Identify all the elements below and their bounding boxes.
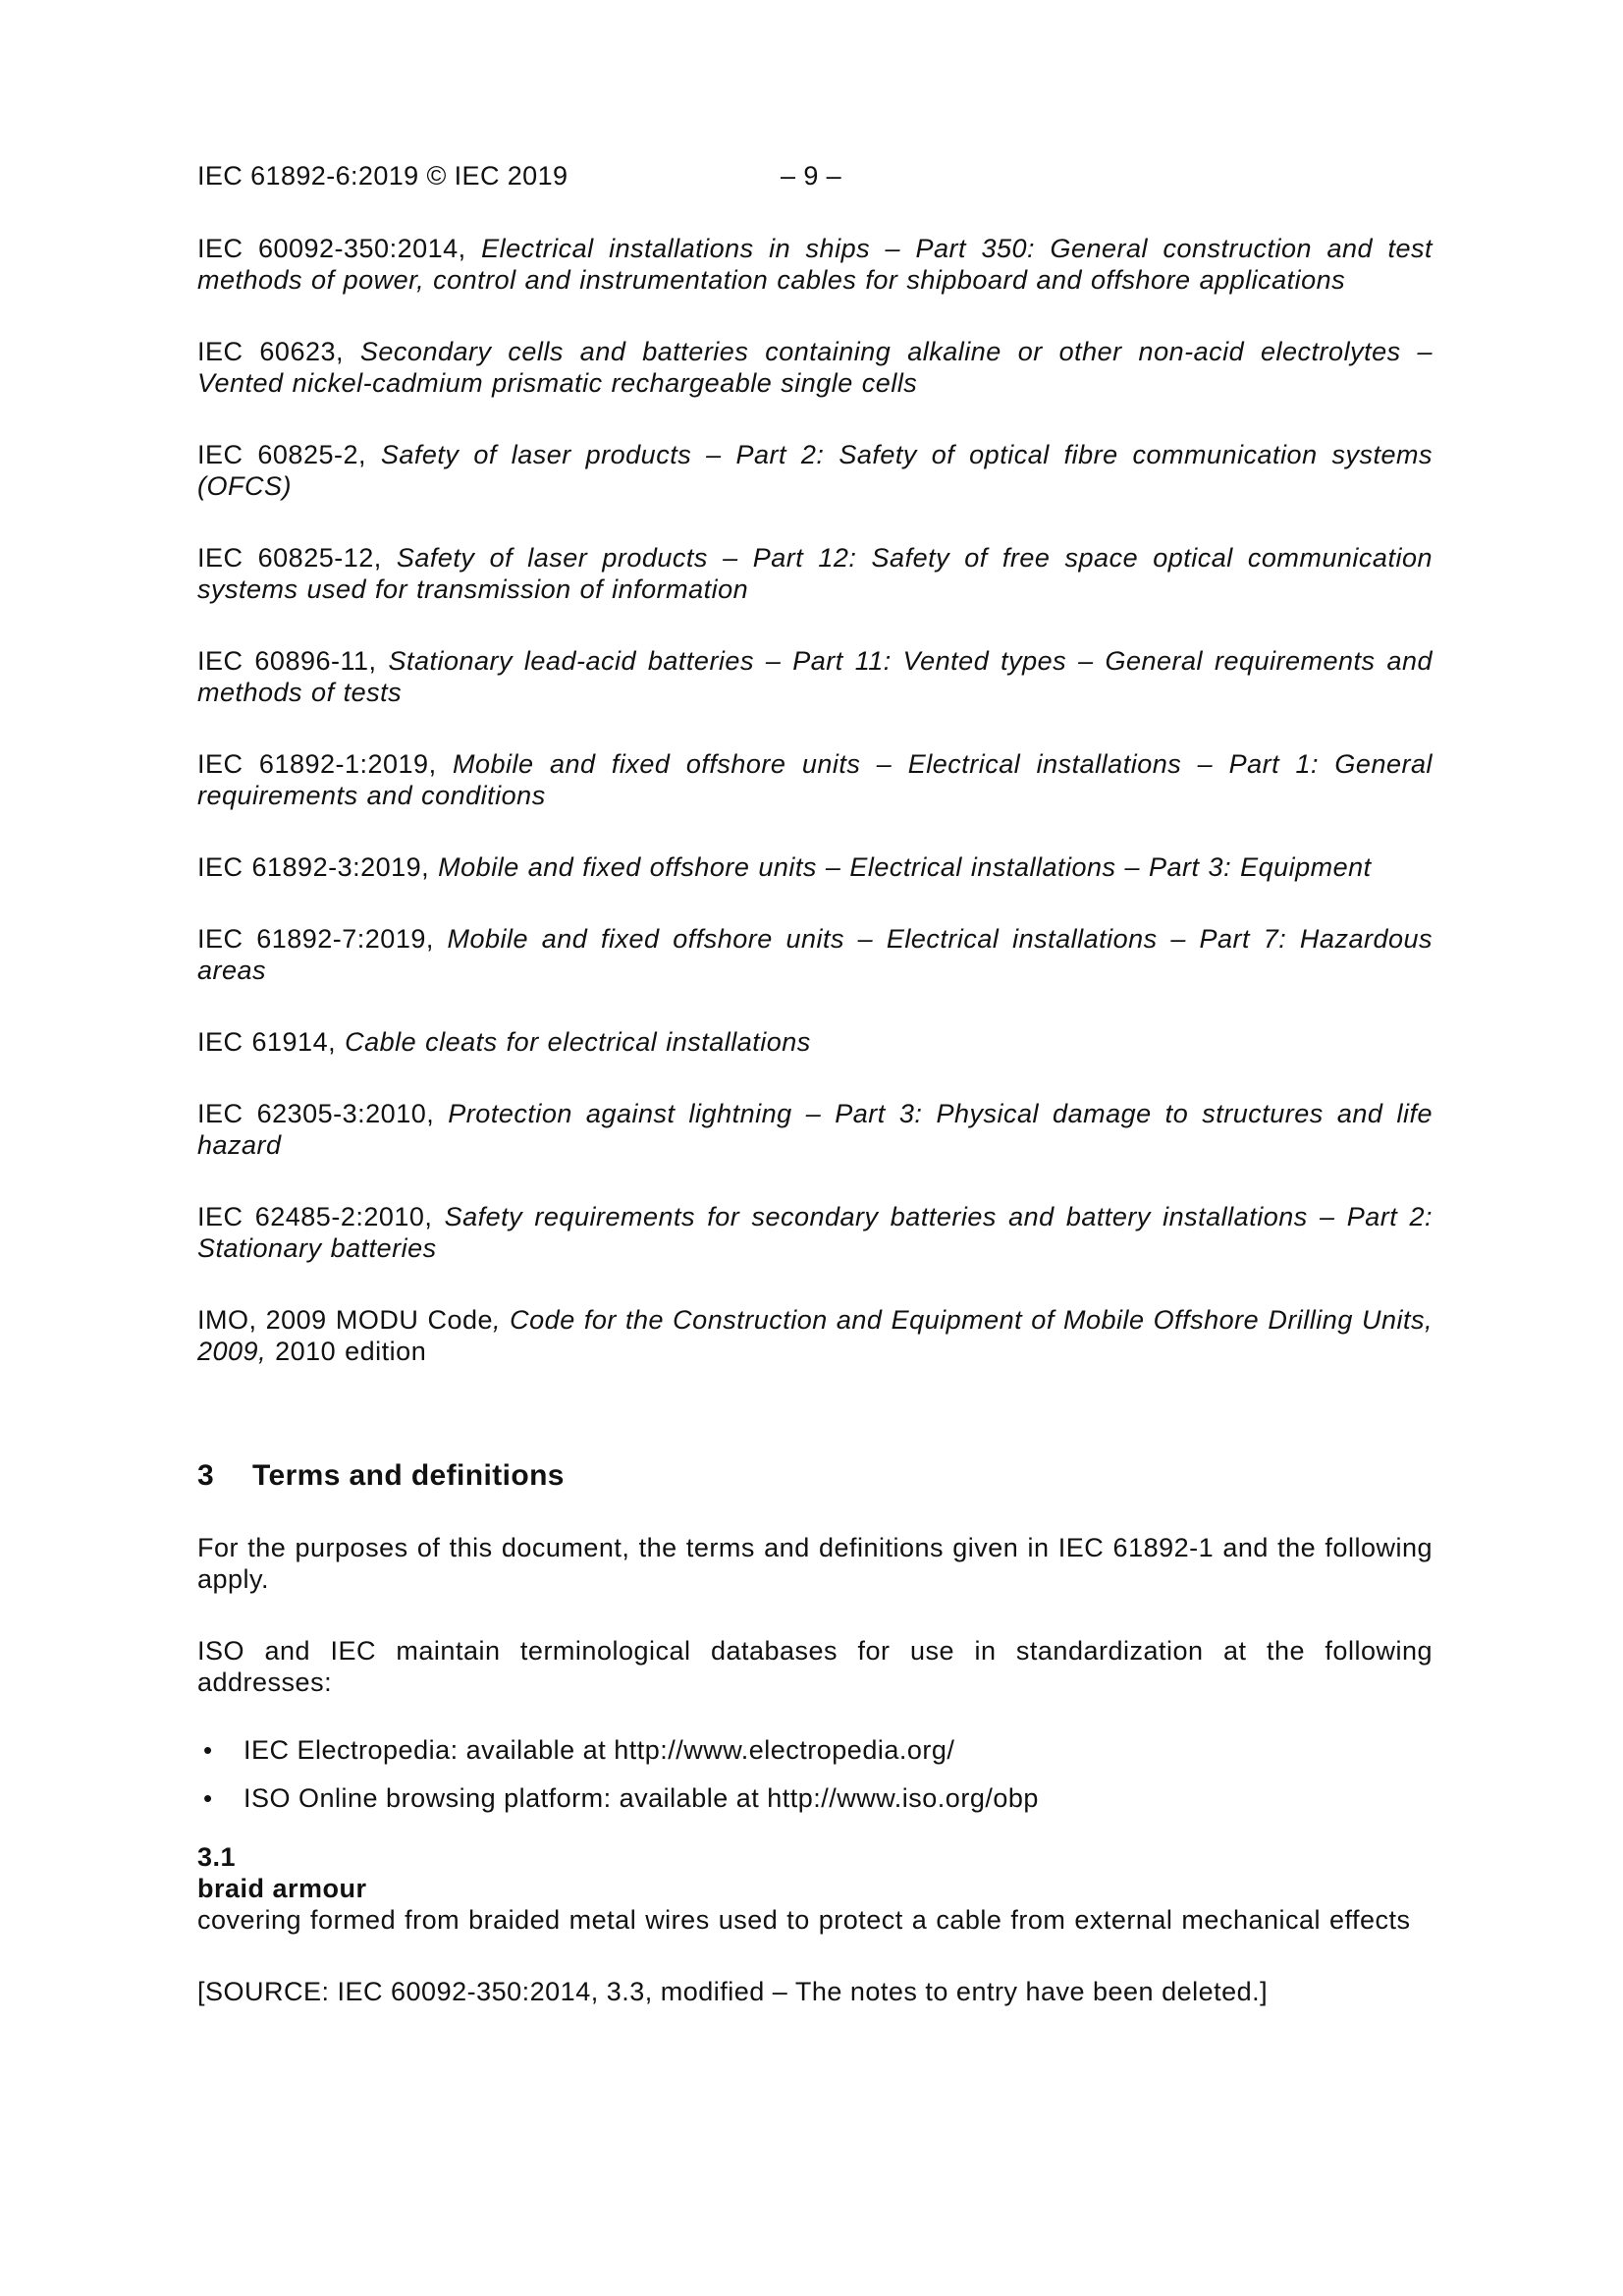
reference-code: IEC 62485-2:2010,	[197, 1202, 445, 1231]
reference-entry	[197, 645, 1433, 708]
normative-references-list	[197, 233, 1433, 1407]
reference-title: , Code for the Construction and Equipment of Mobile Offshore Drilling Units, 2009,	[197, 1305, 1433, 1366]
term-name: braid armour	[197, 1874, 367, 1903]
reference-entry	[197, 851, 1433, 883]
reference-code: IEC 60825-12,	[197, 543, 397, 573]
section-number: 3	[197, 1459, 215, 1492]
section-heading	[197, 1456, 1433, 1496]
reference-code: IMO, 2009 MODU Code	[197, 1305, 494, 1335]
reference-title: Protection against lightning – Part 3: Physical damage to structures and life hazard	[197, 1099, 1433, 1160]
reference-code: IEC 60623,	[197, 337, 360, 366]
reference-title: Safety of laser products – Part 12: Safety of free space optical communication systems used for transmission of information	[197, 543, 1433, 604]
databases-paragraph: ISO and IEC maintain terminological databases for use in standardization at the following addresses:	[197, 1636, 1433, 1697]
reference-title: Safety requirements for secondary batteries and battery installations – Part 2: Stationary batteries	[197, 1202, 1433, 1263]
list-item	[197, 1734, 1433, 1766]
reference-title: Electrical installations in ships – Part 350: General construction and test methods of power, control and instrumentation cables for shipboard and offshore applications	[197, 234, 1433, 295]
list-item-text: IEC Electropedia: available at http://www.electropedia.org/	[243, 1735, 955, 1765]
reference-code: IEC 62305-3:2010,	[197, 1099, 449, 1128]
bullet-icon: •	[203, 1735, 213, 1765]
term-entry	[197, 1841, 1433, 2007]
section-title: Terms and definitions	[252, 1459, 565, 1492]
reference-entry	[197, 542, 1433, 605]
intro-paragraph: For the purposes of this document, the terms and definitions given in IEC 61892-1 and the following apply.	[197, 1533, 1433, 1594]
reference-title: Mobile and fixed offshore units – Electrical installations – Part 7: Hazardous areas	[197, 924, 1433, 985]
term-number: 3.1	[197, 1842, 237, 1872]
header-page-number: – 9 –	[781, 161, 842, 191]
reference-code: IEC 61892-3:2019,	[197, 852, 439, 882]
reference-code: IEC 60896-11,	[197, 646, 389, 676]
list-item	[197, 1782, 1433, 1814]
term-definition: covering formed from braided metal wires used to protect a cable from external mechanical effects	[197, 1905, 1411, 1935]
reference-title: Cable cleats for electrical installations	[345, 1027, 811, 1057]
reference-entry	[197, 1304, 1433, 1367]
reference-title: Safety of laser products – Part 2: Safety of optical fibre communication systems (OFCS)	[197, 440, 1433, 501]
reference-title: Stationary lead-acid batteries – Part 11: Vented types – General requirements and methods of tests	[197, 646, 1433, 707]
reference-entry	[197, 923, 1433, 986]
reference-code: IEC 61892-1:2019,	[197, 749, 453, 779]
reference-code: IEC 61892-7:2019,	[197, 924, 448, 954]
reference-entry	[197, 1026, 1433, 1058]
list-item-text: ISO Online browsing platform: available at http://www.iso.org/obp	[243, 1783, 1039, 1813]
reference-entry	[197, 748, 1433, 811]
reference-title: Secondary cells and batteries containing alkaline or other non-acid electrolytes – Vented nickel-cadmium prismatic rechargeable single cells	[197, 337, 1434, 398]
database-links-list	[197, 1734, 1433, 1814]
reference-entry	[197, 233, 1433, 296]
bullet-icon: •	[203, 1783, 213, 1813]
header-doc-id: IEC 61892-6:2019 © IEC 2019	[197, 161, 568, 191]
reference-code: IEC 60825-2,	[197, 440, 381, 469]
reference-title: Mobile and fixed offshore units – Electrical installations – Part 3: Equipment	[438, 852, 1372, 882]
reference-code: IEC 61914,	[197, 1027, 346, 1057]
reference-entry	[197, 336, 1433, 399]
reference-entry	[197, 1098, 1433, 1161]
reference-suffix: 2010 edition	[266, 1337, 427, 1366]
reference-code: IEC 60092-350:2014,	[197, 234, 482, 263]
reference-entry	[197, 439, 1433, 502]
section-body	[197, 1532, 1433, 2007]
term-source: [SOURCE: IEC 60092-350:2014, 3.3, modified – The notes to entry have been deleted.]	[197, 1977, 1269, 2006]
reference-title: Mobile and fixed offshore units – Electrical installations – Part 1: General requirements and conditions	[197, 749, 1433, 810]
reference-entry	[197, 1201, 1433, 1264]
